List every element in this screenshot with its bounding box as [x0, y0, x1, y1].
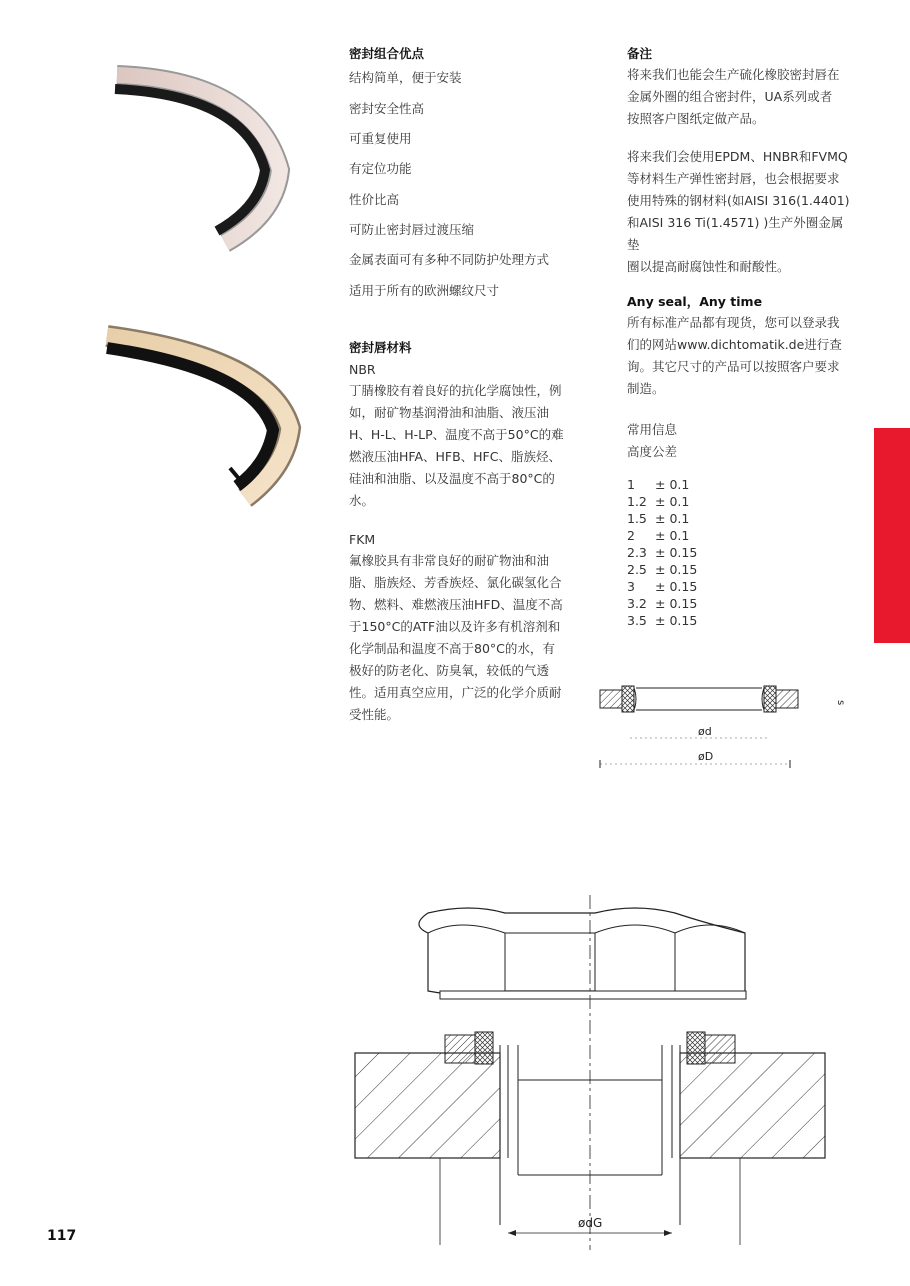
- advantage-item: 有定位功能: [349, 161, 412, 176]
- seal-photo-top: [105, 65, 315, 260]
- tolerance-row: 3.2 ± 0.15: [627, 596, 698, 611]
- advantage-item: 密封安全性高: [349, 101, 425, 116]
- fkm-description: 氟橡胶具有非常良好的耐矿物油和油 脂、脂族烃、芳香族烃、氯化碳氢化合 物、燃料、难燃液压油HFD、温度不高 于150°C的ATF油以及许多有机溶剂和 化学制品和温度不高于80°C的水，有 极好的防老化、防臭氧，较低的气透 性。适用真空应用，广泛的化学介质耐 受性能。: [349, 553, 563, 722]
- section-tab-marker: [874, 428, 910, 643]
- tolerance-row: 1 ± 0.1: [627, 477, 690, 492]
- materials-title: 密封唇材料: [349, 340, 412, 355]
- tolerance-row: 1.5 ± 0.1: [627, 511, 690, 526]
- common-info-title: 常用信息: [627, 422, 678, 437]
- remarks-title: 备注: [627, 46, 653, 61]
- diameter-D-label: øD: [698, 750, 714, 763]
- advantage-item: 金属表面可有多种不同防护处理方式: [349, 252, 550, 267]
- tolerance-row: 2.3 ± 0.15: [627, 545, 698, 560]
- advantage-item: 适用于所有的欧洲螺纹尺寸: [349, 283, 500, 298]
- diameter-d-label: ød: [698, 725, 712, 738]
- anyseal-text: 所有标准产品都有现货，您可以登录我 们的网站www.dichtomatik.de进行查 询。其它尺寸的产品可以按照客户要求 制造。: [627, 315, 842, 396]
- advantage-item: 可重复使用: [349, 131, 412, 146]
- assembly-section-drawing: [350, 895, 830, 1250]
- seal-cross-section-drawing: [590, 678, 850, 773]
- tolerance-row: 1.2 ± 0.1: [627, 494, 690, 509]
- height-tolerance-title: 高度公差: [627, 444, 678, 459]
- remarks-para1: 将来我们也能会生产硫化橡胶密封唇在 金属外圈的组合密封件，UA系列或者 按照客户图纸定做产品。: [627, 67, 840, 126]
- tolerance-row: 2.5 ± 0.15: [627, 562, 698, 577]
- nbr-name: NBR: [349, 362, 376, 377]
- thickness-s-label: s: [835, 700, 846, 706]
- advantages-title: 密封组合优点: [349, 46, 425, 61]
- tolerance-row: 2 ± 0.1: [627, 528, 690, 543]
- seal-photo-bottom: [95, 318, 315, 518]
- advantage-item: 可防止密封唇过渡压缩: [349, 222, 475, 237]
- remarks-para2: 将来我们会使用EPDM、HNBR和FVMQ 等材料生产弹性密封唇，也会根据要求 使用特殊的钢材料(如AISI 316(1.4401) 和AISI 316 Ti(1.4571) )生产外圈金属垫 圈以提高耐腐蚀性和耐酸性。: [627, 149, 850, 274]
- tolerance-row: 3 ± 0.15: [627, 579, 698, 594]
- thread-diameter-label: ødG: [578, 1216, 603, 1230]
- fkm-name: FKM: [349, 532, 376, 547]
- page-number: 117: [47, 1228, 77, 1244]
- advantage-item: 性价比高: [349, 192, 400, 207]
- advantage-item: 结构简单，便于安装: [349, 70, 462, 85]
- tolerance-row: 3.5 ± 0.15: [627, 613, 698, 628]
- anyseal-title: Any seal，Any time: [627, 294, 763, 309]
- nbr-description: 丁腈橡胶有着良好的抗化学腐蚀性，例 如，耐矿物基润滑油和油脂、液压油 H、H-L、H-LP、温度不高于50°C的难 燃液压油HFA、HFB、HFC、脂族烃、 硅油和油脂、以及温度不高于80°C的 水。: [349, 383, 564, 508]
